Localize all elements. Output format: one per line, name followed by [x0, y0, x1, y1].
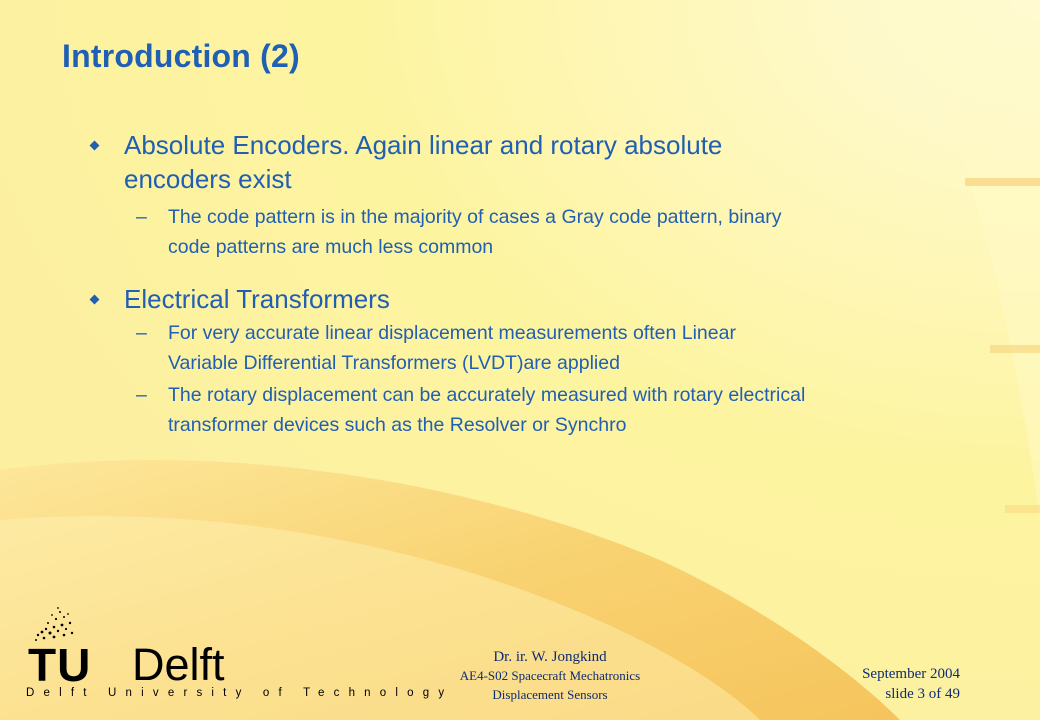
- dash-marker: –: [136, 206, 147, 228]
- bullet-electrical-transformers: [88, 282, 968, 440]
- footer-course: AE4-S02 Spacecraft Mechatronics: [459, 668, 641, 683]
- footer-topic: Displacement Sensors: [492, 687, 608, 702]
- sub-bullet-line: transformer devices such as the Resolver or Synchro: [168, 414, 627, 436]
- sub-bullet-line: code patterns are much less common: [168, 236, 494, 258]
- sub-bullet-resolver: [88, 380, 968, 440]
- sub-bullet-line: The code pattern is in the majority of cases a Gray code pattern, binary: [168, 206, 782, 228]
- footer-slide-number: slide 3 of 49: [885, 686, 960, 702]
- logo-tu: TU: [28, 639, 92, 691]
- sub-bullet-code-pattern: [88, 202, 968, 262]
- sub-bullet-line: Variable Differential Transformers (LVDT)are applied: [168, 352, 620, 374]
- bullet-text-line: encoders exist: [124, 164, 292, 194]
- dash-marker: –: [136, 384, 147, 406]
- dash-marker: –: [136, 322, 147, 344]
- sub-bullet-line: The rotary displacement can be accurately measured with rotary electrical: [168, 384, 806, 406]
- bullet-text-line: Electrical Transformers: [124, 284, 390, 314]
- bullet-absolute-encoders: [88, 128, 968, 262]
- bullet-text-line: Absolute Encoders. Again linear and rotary absolute: [124, 130, 723, 160]
- footer-author: Dr. ir. W. Jongkind: [493, 649, 607, 665]
- footer-date: September 2004: [862, 666, 960, 682]
- tu-delft-logo: [26, 605, 454, 710]
- footer-author-block: [400, 648, 700, 704]
- diamond-bullet-icon: [90, 295, 100, 305]
- sub-bullet-lvdt: [88, 318, 968, 378]
- footer-date-block: [862, 664, 960, 704]
- diamond-bullet-icon: [90, 141, 100, 151]
- logo-subtitle: Delft University of Technology: [26, 687, 454, 699]
- slide-title: Introduction (2): [62, 38, 300, 74]
- logo-delft: Delft: [132, 639, 225, 690]
- sub-bullet-line: For very accurate linear displacement measurements often Linear: [168, 322, 736, 344]
